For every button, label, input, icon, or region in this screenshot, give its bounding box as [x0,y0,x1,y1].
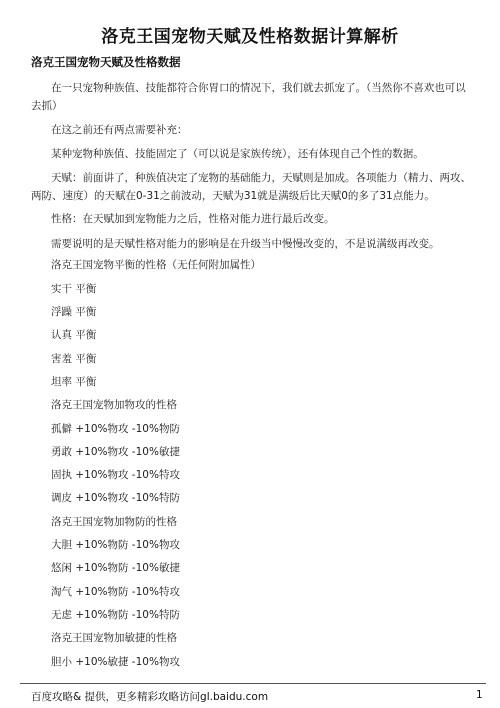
intro-paragraph: 在一只宠物种族值、技能都符合你胃口的情况下，我们就去抓宠了。（当然你不喜欢也可以去抓） [31,82,466,112]
section-heading-balanced: 洛克王国宠物平衡的性格（无任何附加属性） [51,259,261,271]
nature-line: 无虑 +10%物防 -10%特防 [51,609,180,621]
nature-line: 固执 +10%物攻 -10%特攻 [51,469,180,481]
note-species-paragraph: 某种宠物种族值、技能固定了（可以说是家族传统），还有体现自己个性的数据。 [51,148,424,160]
nature-line: 大胆 +10%物防 -10%物攻 [51,539,180,551]
nature-paragraph: 性格：在天赋加到宠物能力之后，性格对能力进行最后改变。 [51,213,335,225]
footer-source-text: 百度攻略& 提供，更多精彩攻略访问gl.baidu.com [31,691,269,703]
document-subtitle: 洛克王国宠物天赋及性格数据 [31,55,181,69]
document-title: 洛克王国宠物天赋及性格数据计算解析 [101,27,399,47]
nature-line: 坦率 平衡 [51,376,97,388]
nature-line: 害羞 平衡 [51,353,97,365]
page-number: 1 [476,689,483,701]
section-heading-spd: 洛克王国宠物加敏捷的性格 [51,632,177,644]
section-heading-atk: 洛克王国宠物加物攻的性格 [51,399,177,411]
nature-line: 认真 平衡 [51,329,97,341]
note-lead-paragraph: 在这之前还有两点需要补充： [51,124,188,136]
nature-line: 调皮 +10%物攻 -10%特防 [51,492,180,504]
nature-line: 孤僻 +10%物攻 -10%物防 [51,423,180,435]
nature-note-paragraph: 需要说明的是天赋性格对能力的影响是在升级当中慢慢改变的，不是说满级再改变。 [51,238,440,250]
section-heading-def: 洛克王国宠物加物防的性格 [51,516,177,528]
talent-paragraph: 天赋：前面讲了，种族值决定了宠物的基础能力，天赋则是加成。各项能力（精力、两攻、两防、速度）的天赋在0-31之前波动，天赋为31就是满级后比天赋0的多了31点能力。 [31,172,471,202]
footer-divider [20,683,486,684]
nature-line: 胆小 +10%敏捷 -10%物攻 [51,656,180,668]
nature-line: 淘气 +10%物防 -10%特攻 [51,586,180,598]
nature-line: 实干 平衡 [51,283,97,295]
nature-line: 悠闲 +10%物防 -10%敏捷 [51,562,180,574]
nature-line: 浮躁 平衡 [51,306,97,318]
nature-line: 勇敢 +10%物攻 -10%敏捷 [51,446,180,458]
